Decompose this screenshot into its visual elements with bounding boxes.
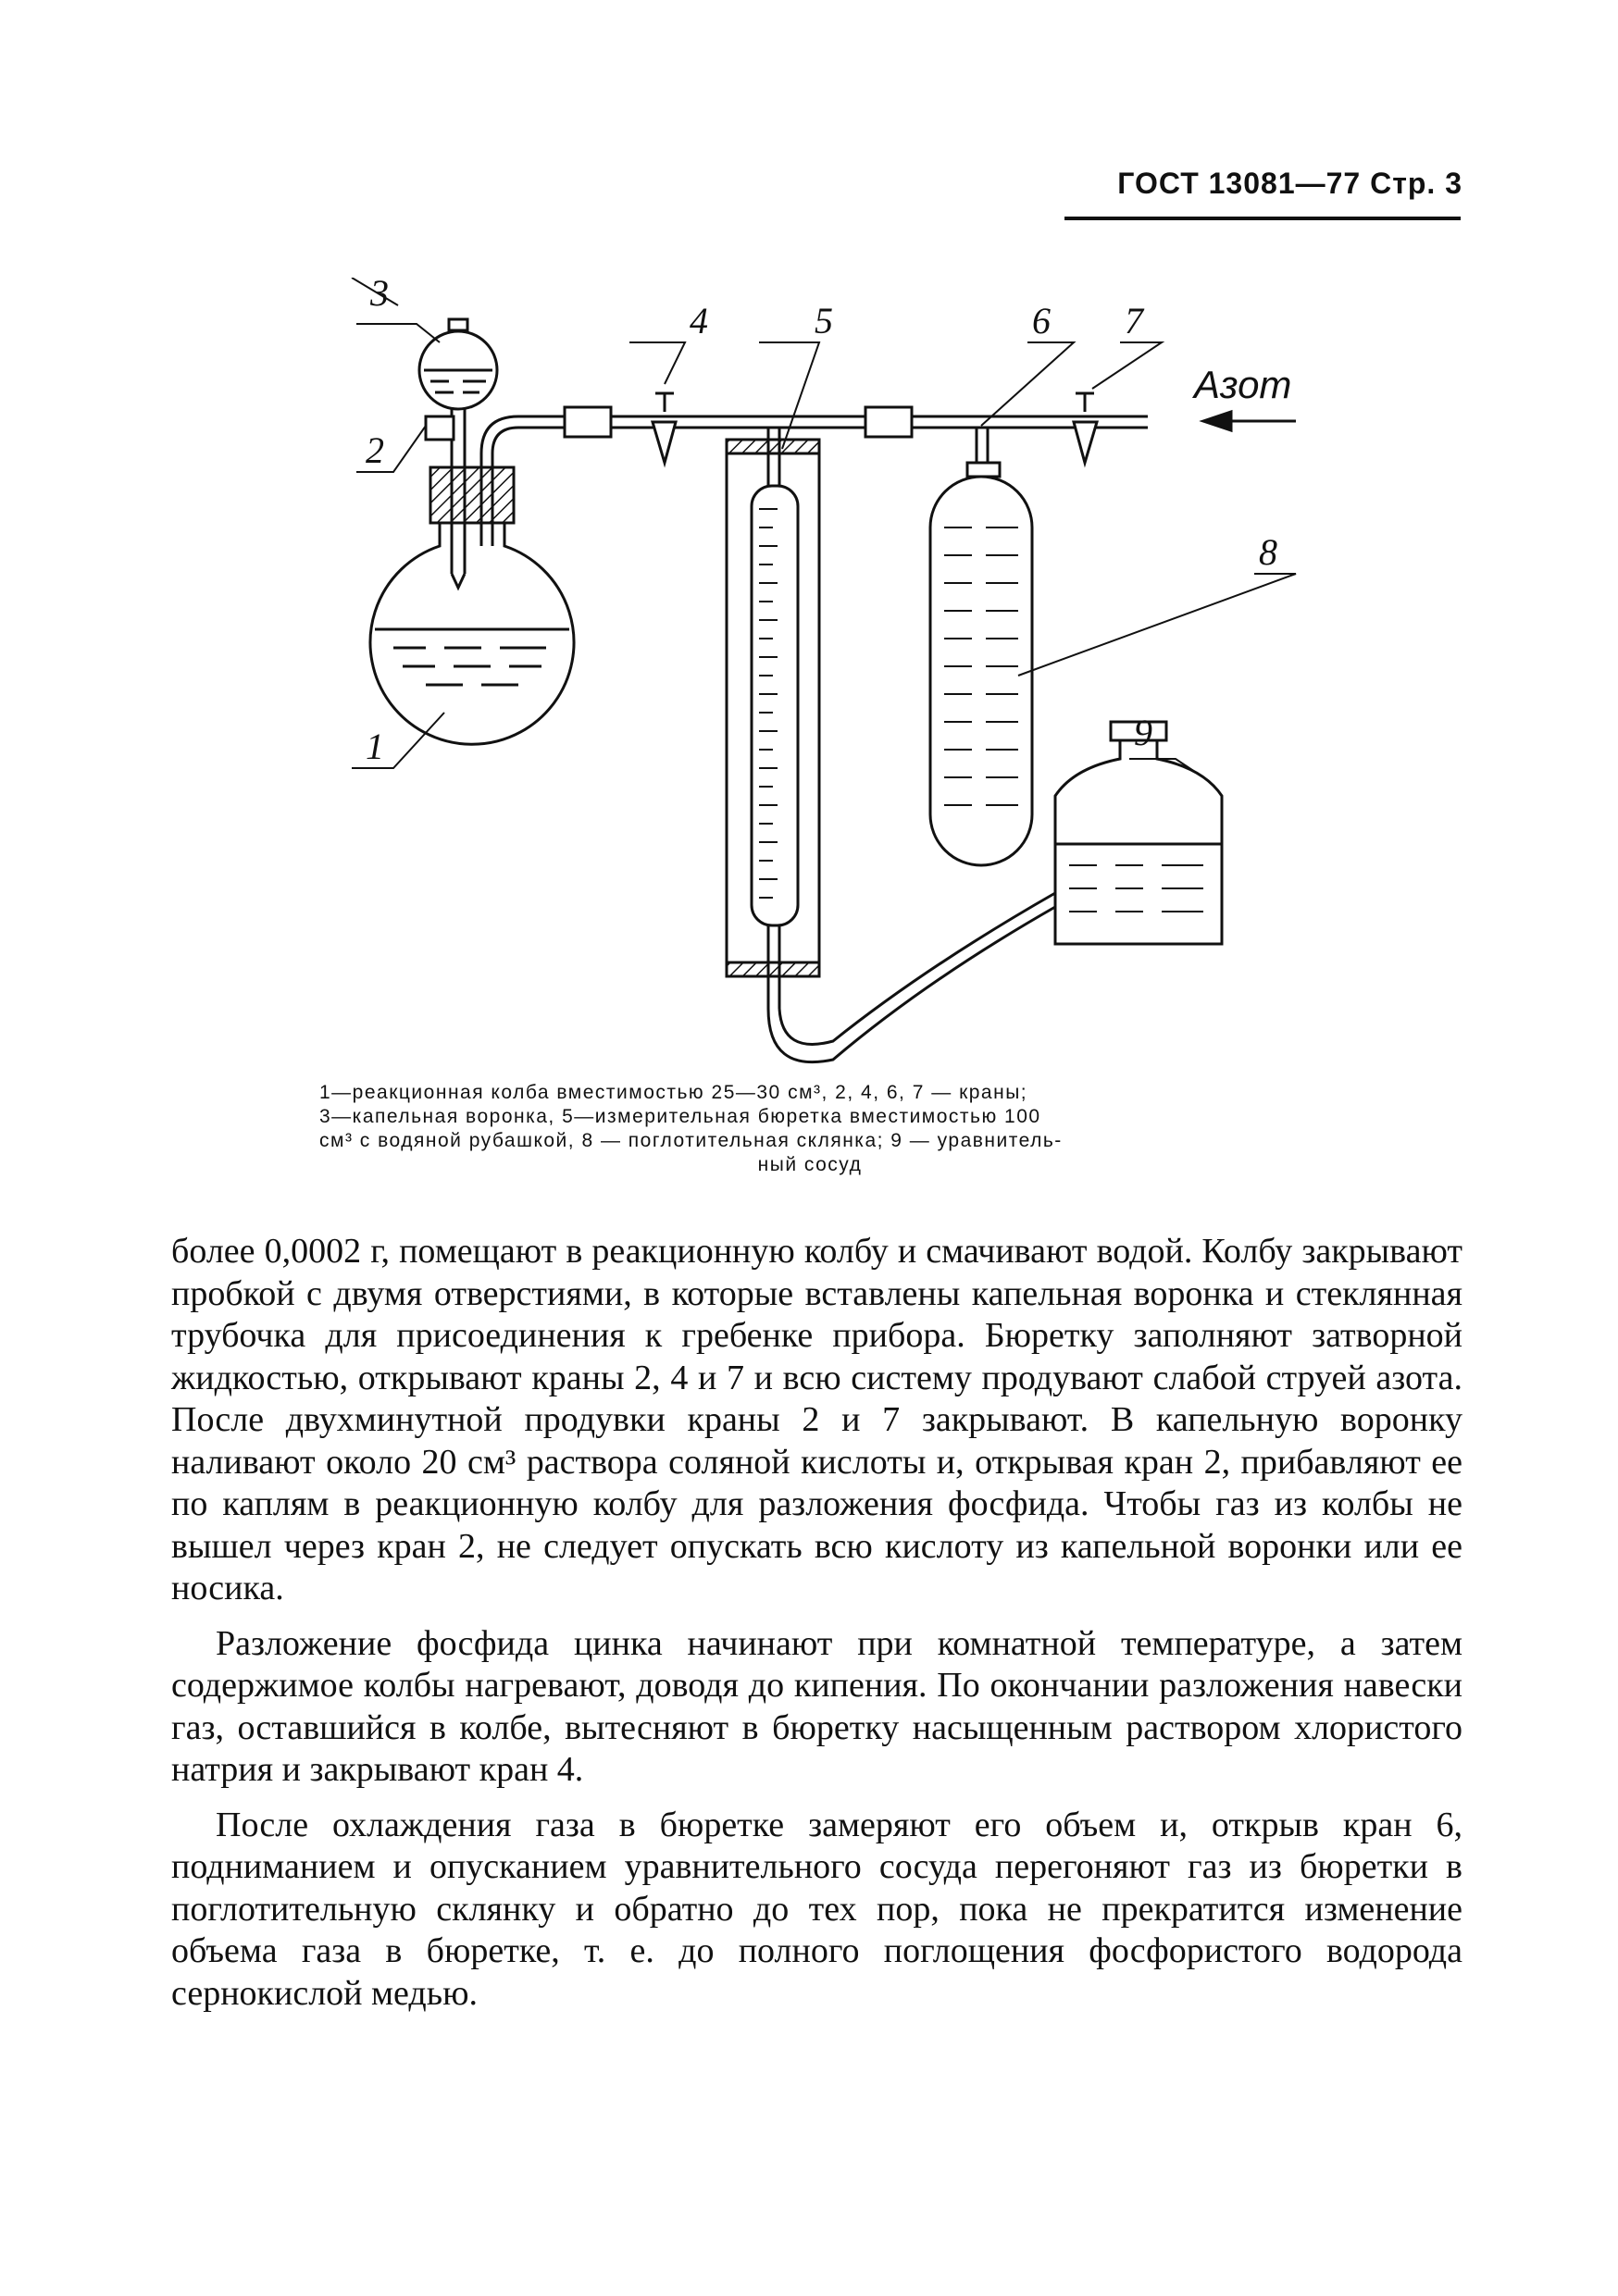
paragraph-2: Разложение фосфида цинка начинают при комнатной температуре, а затем содержимое колбы нагревают, доводя до кипения. По окончании разложения навески газ, оставшийся в колбе, вытесняют в бюретку насыщенным раствором хлористого натрия и закрывают кран 4. [171, 1623, 1462, 1789]
stopper [430, 467, 514, 523]
rubber-tube [768, 907, 1055, 1062]
burette-with-jacket [727, 428, 819, 1009]
header-rule [1064, 217, 1461, 220]
label-2: 2 [366, 429, 384, 471]
caption-line-1: 1—реакционная колба вместимостью 25—30 см³, 2, 4, 6, 7 — краны; [319, 1082, 1028, 1103]
caption-line-2: 3—капельная воронка, 5—измерительная бюретка вместимостью 100 [319, 1106, 1041, 1127]
nitrogen-arrow [1191, 363, 1296, 430]
paragraph-3: После охлаждения газа в бюретке замеряют его объем и, открыв кран 6, подниманием и опусканием уравнительного сосуда перегоняют газ из бюретки в поглотительную склянку и обратно до тех пор, пока не прекратится изменение объема газа в бюретке, т. е. до полного поглощения фосфористого водорода сернокислой медью. [171, 1805, 1462, 2013]
label-5: 5 [815, 300, 833, 341]
reaction-flask [370, 523, 574, 744]
caption-line-4: ный сосуд [757, 1154, 863, 1175]
label-3: 3 [370, 278, 389, 314]
label-4: 4 [690, 300, 708, 341]
label-8: 8 [1259, 531, 1277, 573]
label-1: 1 [366, 726, 384, 767]
label-7: 7 [1125, 300, 1143, 341]
nitrogen-label: Азот [1194, 363, 1292, 406]
gas-comb-tube [481, 407, 1148, 546]
valve-4-icon [653, 393, 676, 463]
body-text [171, 1231, 1462, 2015]
label-9: 9 [1134, 712, 1152, 753]
leveling-vessel [1055, 722, 1222, 944]
apparatus-diagram [315, 278, 1351, 1074]
caption-line-3: см³ с водяной рубашкой, 8 — поглотительная склянка; 9 — уравнитель- [319, 1130, 1063, 1151]
figure-caption [319, 1081, 1301, 1177]
dropping-funnel [419, 319, 497, 588]
paragraph-1: более 0,0002 г, помещают в реакционную колбу и смачивают водой. Колбу закрывают пробкой с двумя отверстиями, в которые вставлены капельная воронка и стеклянная трубочка для присоединения к гребенке прибора. Бюретку заполняют затворной жидкостью, открывают краны 2, 4 и 7 и всю систему продувают слабой струей азота. После двухминутной продувки краны 2 и 7 закрывают. В капельную воронку наливают около 20 см³ раствора соляной кислоты и, открывая кран 2, прибавляют ее по каплям в реакционную колбу для разложения фосфида. Чтобы газ из колбы не вышел через кран 2, не следует опускать всю кислоту из капельной воронки или ее носика. [171, 1232, 1462, 1607]
absorption-bottle [930, 428, 1032, 865]
valve-7-icon [1074, 393, 1097, 463]
page-header: ГОСТ 13081—77 Стр. 3 [1117, 167, 1462, 200]
label-6: 6 [1032, 300, 1051, 341]
